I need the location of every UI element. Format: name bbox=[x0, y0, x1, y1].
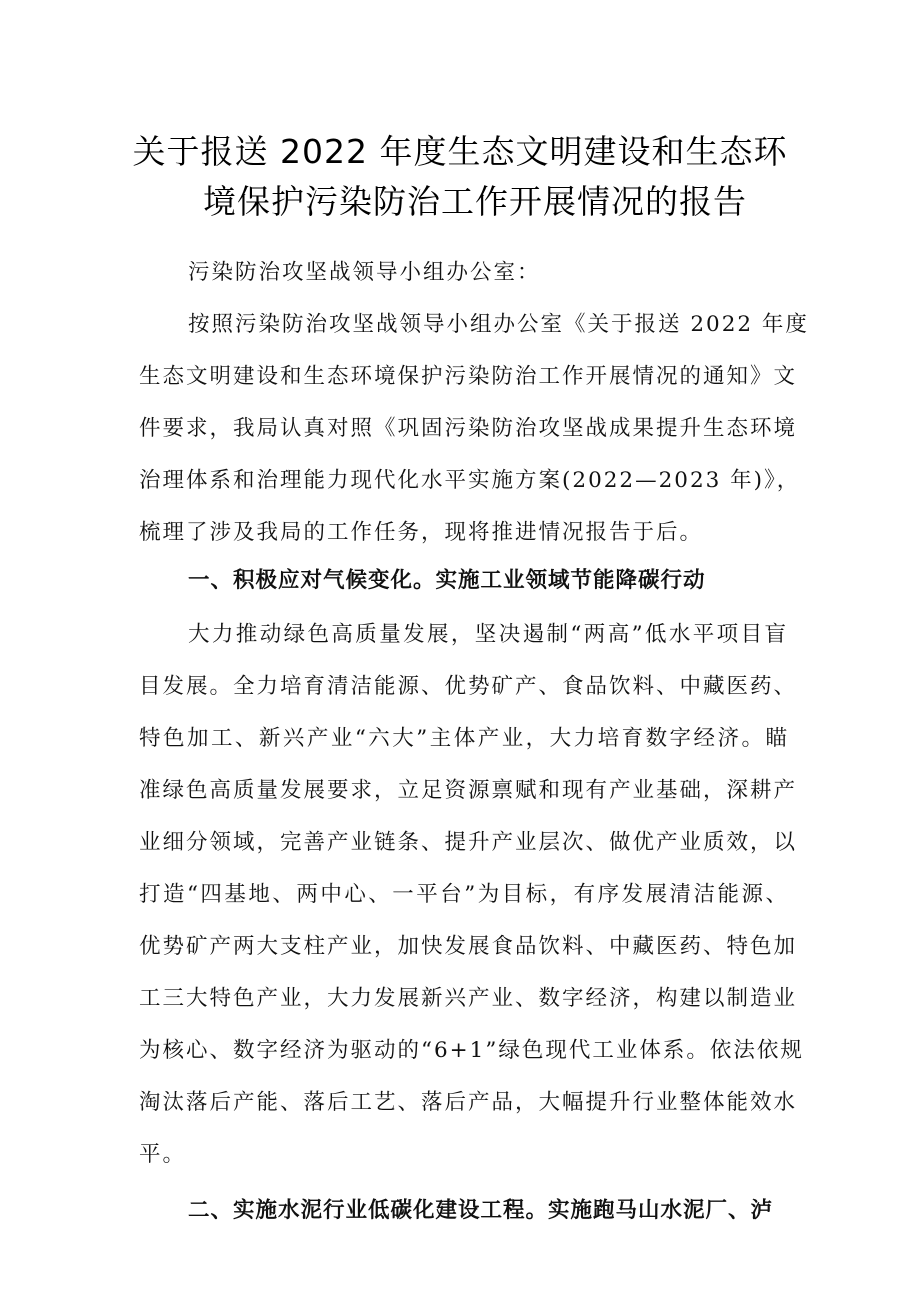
section-1-line-4: 准绿色高质量发展要求，立足资源禀赋和现有产业基础，深耕产 bbox=[139, 778, 798, 803]
section-1-line-7: 优势矿产两大支柱产业，加快发展食品饮料、中藏医药、特色加 bbox=[139, 934, 798, 959]
section-1-line-6: 打造“四基地、两中心、一平台”为目标，有序发展清洁能源、 bbox=[139, 882, 789, 907]
section-1-line-8: 工三大特色产业，大力发展新兴产业、数字经济，构建以制造业 bbox=[139, 986, 798, 1011]
section-1-line-3: 特色加工、新兴产业“六大”主体产业，大力培育数字经济。瞄 bbox=[139, 726, 789, 751]
intro-line-5: 梳理了涉及我局的工作任务，现将推进情况报告于后。 bbox=[139, 520, 704, 545]
document-title-line-2: 境保护污染防治工作开展情况的报告 bbox=[203, 182, 747, 221]
section-1-line-2: 目发展。全力培育清洁能源、优势矿产、食品饮料、中藏医药、 bbox=[139, 674, 798, 699]
intro-line-1: 按照污染防治攻坚战领导小组办公室《关于报送 2022 年度 bbox=[188, 312, 809, 337]
section-1-line-9: 为核心、数字经济为驱动的“6+1”绿色现代工业体系。依法依规 bbox=[139, 1038, 804, 1063]
intro-line-3: 件要求，我局认真对照《巩固污染防治攻坚战成果提升生态环境 bbox=[139, 416, 798, 441]
section-1-line-11: 平。 bbox=[139, 1142, 187, 1167]
section-2-heading: 二、实施水泥行业低碳化建设工程。实施跑马山水泥厂、泸 bbox=[188, 1198, 774, 1223]
document-title-line-1: 关于报送 2022 年度生态文明建设和生态环 bbox=[132, 132, 788, 171]
section-1-heading: 一、积极应对气候变化。实施工业领域节能降碳行动 bbox=[188, 568, 706, 593]
intro-line-4: 治理体系和治理能力现代化水平实施方案(2022—2023 年)》， bbox=[139, 468, 801, 493]
intro-line-2: 生态文明建设和生态环境保护污染防治工作开展情况的通知》文 bbox=[139, 364, 798, 389]
salutation: 污染防治攻坚战领导小组办公室： bbox=[188, 260, 541, 285]
section-1-line-1: 大力推动绿色高质量发展，坚决遏制“两高”低水平项目盲 bbox=[188, 622, 788, 647]
section-1-line-5: 业细分领域，完善产业链条、提升产业层次、做优产业质效，以 bbox=[139, 830, 798, 855]
section-1-line-10: 淘汰落后产能、落后工艺、落后产品，大幅提升行业整体能效水 bbox=[139, 1090, 798, 1115]
